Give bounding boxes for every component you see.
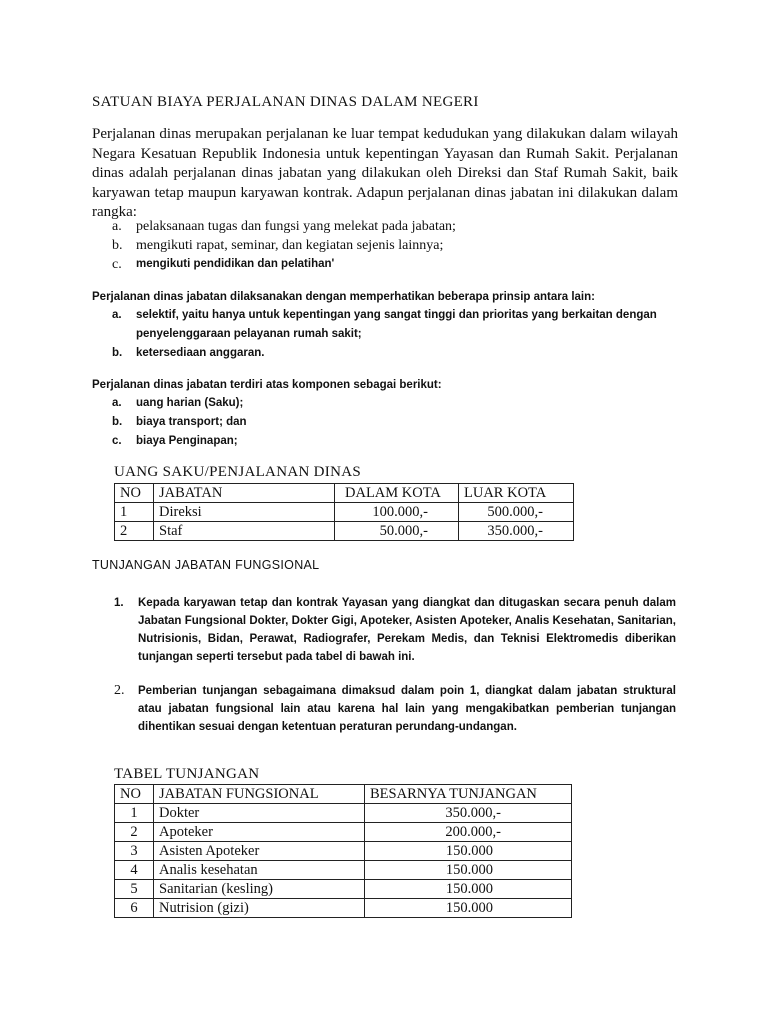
purpose-list — [92, 217, 456, 274]
table-cell: 5 — [115, 880, 154, 899]
list-marker: a. — [112, 309, 122, 321]
list-item — [92, 236, 456, 255]
table-cell: 4 — [115, 861, 154, 880]
list-marker: b. — [112, 238, 123, 253]
table-row — [115, 804, 572, 823]
list-item-text: biaya transport; dan — [136, 416, 247, 428]
table-header-cell: NO — [115, 484, 154, 503]
table-cell: Dokter — [154, 804, 365, 823]
intro-paragraph: Perjalanan dinas merupakan perjalanan ke luar tempat kedudukan yang dilakukan dalam wilayah Negara Kesatuan Republik Indonesia untuk kepentingan Yayasan dan Rumah Sakit. Perjalanan dinas adalah perjalanan dinas jabatan yang dilakukan oleh Direksi dan Staf Rumah Sakit, baik karyawan tetap maupun karyawan kontrak. Adapun perjalanan dinas jabatan ini dilakukan dalam rangka: — [92, 126, 678, 220]
principles-list — [92, 306, 680, 363]
table-row — [115, 503, 574, 522]
table-cell: 1 — [115, 804, 154, 823]
list-item — [92, 255, 456, 274]
list-item — [92, 394, 680, 413]
list-item — [92, 344, 680, 363]
table-cell: Direksi — [154, 503, 335, 522]
list-item-text: pelaksanaan tugas dan fungsi yang melekat pada jabatan; — [136, 219, 456, 234]
list-item — [92, 306, 680, 344]
table-cell: Analis kesehatan — [154, 861, 365, 880]
table-cell: 350.000,- — [459, 522, 574, 541]
table-row — [115, 823, 572, 842]
table-cell: 500.000,- — [459, 503, 574, 522]
list-marker: a. — [112, 397, 122, 409]
table-header-cell: JABATAN FUNGSIONAL — [154, 785, 365, 804]
list-marker: a. — [112, 219, 122, 234]
list-marker: b. — [112, 347, 123, 359]
allowance-table — [114, 483, 574, 541]
section-title: TUNJANGAN JABATAN FUNGSIONAL — [92, 558, 320, 572]
item-text: Kepada karyawan tetap dan kontrak Yayasan yang diangkat dan ditugaskan secara penuh dalam Jabatan Fungsional Dokter, Dokter Gigi, Apoteker, Asisten Apoteker, Analis Kesehatan, Sanitarian, Nutrisionis, Bidan, Perawat, Radiografer, Perekam Medis, dan Teknisi Elektromedis diberikan tunjangan seperti tersebut pada tabel di bawah ini. — [138, 597, 676, 663]
table-cell: 350.000,- — [365, 804, 572, 823]
document-title: SATUAN BIAYA PERJALANAN DINAS DALAM NEGERI — [92, 94, 479, 110]
table-cell: Apoteker — [154, 823, 365, 842]
list-item-text: selektif, yaitu hanya untuk kepentingan yang sangat tinggi dan prioritas yang berkaitan dengan penyelenggaraan pelayanan rumah sakit; — [136, 309, 657, 340]
table-cell: 150.000 — [365, 861, 572, 880]
table-row — [115, 522, 574, 541]
components-list — [92, 394, 680, 451]
list-item — [92, 413, 680, 432]
table-cell: 150.000 — [365, 842, 572, 861]
table-cell: Nutrision (gizi) — [154, 899, 365, 918]
table-cell: 2 — [115, 522, 154, 541]
principles-intro: Perjalanan dinas jabatan dilaksanakan dengan memperhatikan beberapa prinsip antara lain: — [92, 291, 595, 303]
table-cell: 50.000,- — [335, 522, 459, 541]
numbered-item — [114, 594, 676, 666]
list-item-text: ketersediaan anggaran. — [136, 347, 265, 359]
numbered-item — [114, 682, 676, 736]
table-header-cell: JABATAN — [154, 484, 335, 503]
table-cell: Sanitarian (kesling) — [154, 880, 365, 899]
table-cell: 6 — [115, 899, 154, 918]
table-header-cell: LUAR KOTA — [459, 484, 574, 503]
table-cell: 2 — [115, 823, 154, 842]
components-intro: Perjalanan dinas jabatan terdiri atas komponen sebagai berikut: — [92, 379, 442, 391]
table-cell: 200.000,- — [365, 823, 572, 842]
table-cell: Asisten Apoteker — [154, 842, 365, 861]
table1-title: UANG SAKU/PENJALANAN DINAS — [114, 464, 361, 480]
list-item-text: biaya Penginapan; — [136, 435, 238, 447]
table-header-cell: DALAM KOTA — [335, 484, 459, 503]
table-cell: 3 — [115, 842, 154, 861]
list-item-text: mengikuti pendidikan dan pelatihan' — [136, 258, 335, 270]
table-cell: 100.000,- — [335, 503, 459, 522]
functional-allowance-table — [114, 784, 572, 918]
table-row — [115, 842, 572, 861]
table-cell: Staf — [154, 522, 335, 541]
table-header-cell: NO — [115, 785, 154, 804]
list-item-text: uang harian (Saku); — [136, 397, 244, 409]
table-header-row — [115, 785, 572, 804]
table-row — [115, 899, 572, 918]
table-cell: 150.000 — [365, 880, 572, 899]
item-number: 2. — [114, 683, 125, 698]
list-item — [92, 432, 680, 451]
list-marker: c. — [112, 257, 122, 272]
list-marker: b. — [112, 416, 123, 428]
table2-title: TABEL TUNJANGAN — [114, 766, 260, 782]
table-header-cell: BESARNYA TUNJANGAN — [365, 785, 572, 804]
table-row — [115, 880, 572, 899]
list-item-text: mengikuti rapat, seminar, dan kegiatan sejenis lainnya; — [136, 238, 444, 253]
table-row — [115, 861, 572, 880]
table-cell: 1 — [115, 503, 154, 522]
list-marker: c. — [112, 435, 122, 447]
item-text: Pemberian tunjangan sebagaimana dimaksud dalam poin 1, diangkat dalam jabatan struktural atau jabatan fungsional lain atau karena hal lain yang mengakibatkan pemberian tunjangan dihentikan sesuai dengan ketentuan peraturan perundang-undangan. — [138, 685, 676, 733]
list-item — [92, 217, 456, 236]
item-number: 1. — [114, 597, 124, 609]
table-cell: 150.000 — [365, 899, 572, 918]
table-header-row — [115, 484, 574, 503]
